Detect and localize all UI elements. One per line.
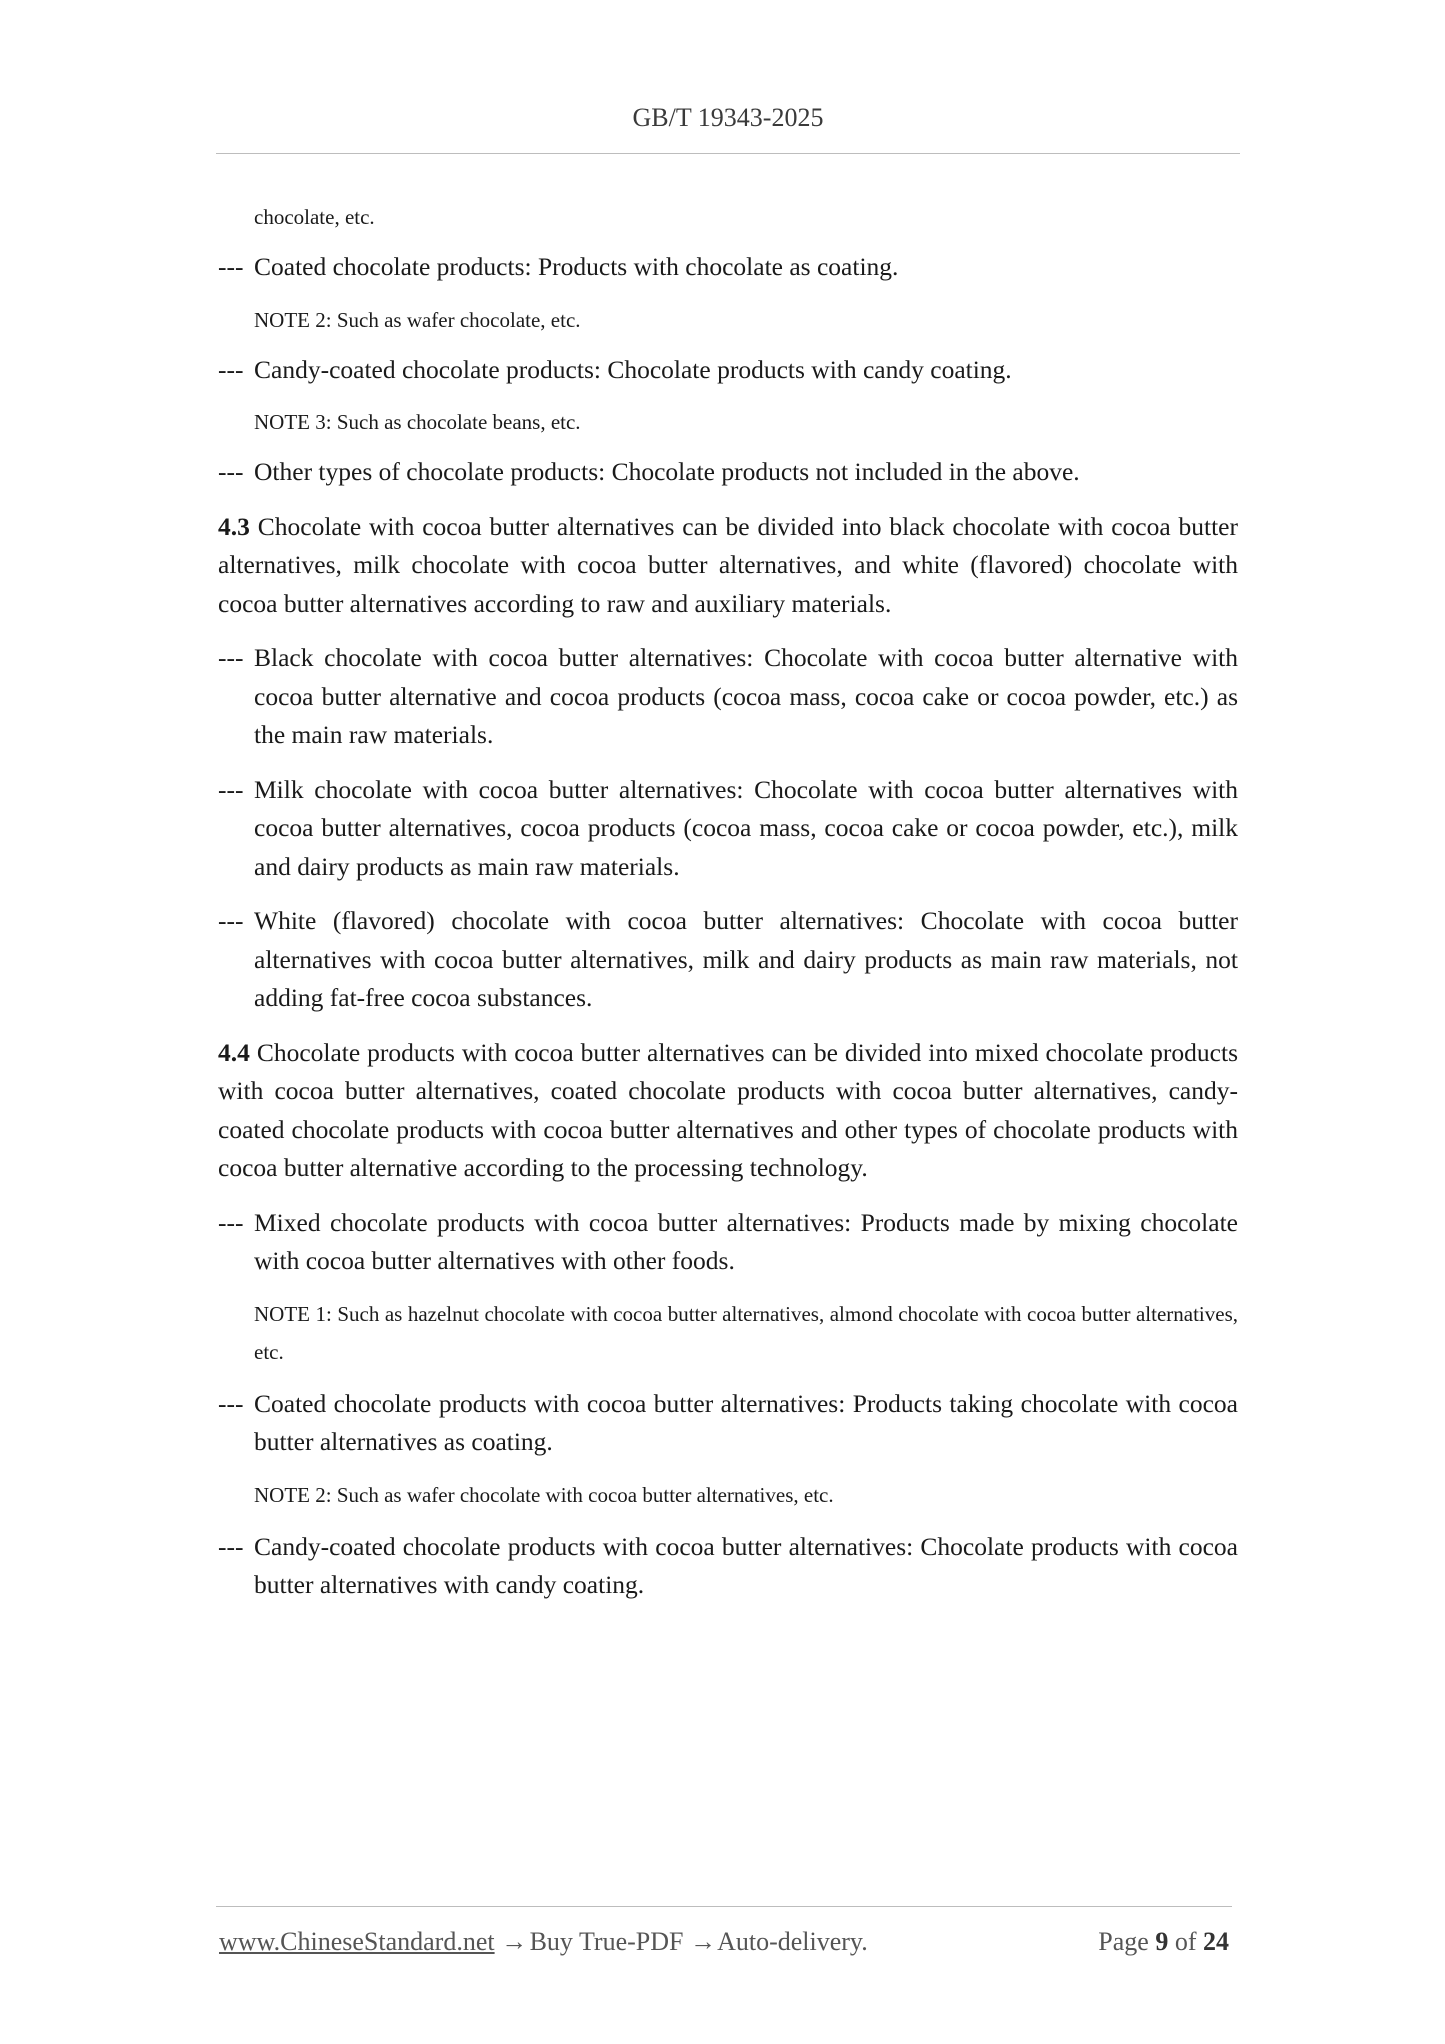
clause-4-3 xyxy=(218,508,1238,624)
note: NOTE 1: Such as hazelnut chocolate with cocoa butter alternatives, almond chocolate with cocoa butter alternatives, etc. xyxy=(254,1301,1238,1364)
list-item-text: White (flavored) chocolate with cocoa butter alternatives: Chocolate with cocoa butter alternatives with cocoa butter alternatives, milk and dairy products as main raw materials, not adding fat-free cocoa substances. xyxy=(254,906,1238,1012)
clause-number: 4.4 xyxy=(218,1037,250,1067)
list-item-text: Candy-coated chocolate products: Chocolate products with candy coating. xyxy=(254,354,1012,384)
list-item xyxy=(218,351,1238,390)
clause-text: Chocolate with cocoa butter alternatives can be divided into black chocolate with cocoa butter alternatives, milk chocolate with cocoa butter alternatives, and white (flavored) chocolate with cocoa butter alternatives according to raw and auxiliary materials. xyxy=(218,511,1238,618)
page-label: Page xyxy=(1098,1927,1149,1956)
list-item-text: Mixed chocolate products with cocoa butter alternatives: Products made by mixing chocolate with cocoa butter alternatives with other foods. xyxy=(254,1207,1238,1275)
list-item xyxy=(218,1385,1238,1462)
document-body xyxy=(218,198,1238,1605)
list-item xyxy=(218,453,1238,492)
standard-number: GB/T 19343-2025 xyxy=(632,103,824,132)
footer-promo xyxy=(219,1927,868,1957)
clause-text: Chocolate products with cocoa butter alternatives can be divided into mixed chocolate products with cocoa butter alternatives, coated chocolate products with cocoa butter alternatives, candy-coated chocolate products with cocoa butter alternatives and other types of chocolate products with cocoa butter alternative according to the processing technology. xyxy=(218,1037,1239,1182)
list-item xyxy=(218,902,1238,1018)
dash-marker: --- xyxy=(218,354,244,384)
dash-marker: --- xyxy=(218,906,244,935)
list-item xyxy=(218,248,1238,287)
footer-divider xyxy=(216,1906,1232,1907)
list-item xyxy=(218,1204,1238,1281)
dash-marker: --- xyxy=(218,1531,244,1561)
list-item xyxy=(218,639,1238,755)
dash-marker: --- xyxy=(218,1207,244,1237)
list-item-text: Coated chocolate products: Products with chocolate as coating. xyxy=(254,252,899,281)
list-item-text: Coated chocolate products with cocoa butter alternatives: Products taking chocolate with cocoa butter alternatives as coating. xyxy=(254,1388,1238,1456)
header-divider xyxy=(216,153,1240,154)
arrow-right-icon: → xyxy=(501,1927,528,1956)
page-header xyxy=(216,103,1240,133)
note: NOTE 2: Such as wafer chocolate with cocoa butter alternatives, etc. xyxy=(254,1482,834,1507)
note: NOTE 3: Such as chocolate beans, etc. xyxy=(254,410,581,434)
arrow-right-icon: → xyxy=(690,1927,716,1956)
delivery-text: Auto-delivery. xyxy=(717,1927,868,1956)
dash-marker: --- xyxy=(218,643,244,672)
dash-marker: --- xyxy=(218,774,244,804)
total-pages: 24 xyxy=(1203,1927,1229,1956)
page-indicator xyxy=(1098,1927,1229,1957)
list-item-text: Milk chocolate with cocoa butter alternatives: Chocolate with cocoa butter alternatives with cocoa butter alternatives, cocoa products (cocoa mass, cocoa cake or cocoa powder, etc.), milk and dairy products as main raw materials. xyxy=(254,774,1238,881)
continuation-text: chocolate, etc. xyxy=(254,205,375,229)
dash-marker: --- xyxy=(218,252,244,281)
of-label: of xyxy=(1174,1927,1197,1956)
list-item xyxy=(218,1528,1238,1605)
website-link[interactable]: www.ChineseStandard.net xyxy=(219,1927,495,1956)
list-item-text: Other types of chocolate products: Chocolate products not included in the above. xyxy=(254,457,1080,486)
list-item-text: Candy-coated chocolate products with cocoa butter alternatives: Chocolate products with cocoa butter alternatives with candy coating. xyxy=(254,1531,1238,1599)
dash-marker: --- xyxy=(218,1388,244,1418)
page-footer xyxy=(219,1927,1229,1963)
dash-marker: --- xyxy=(218,457,244,486)
note: NOTE 2: Such as wafer chocolate, etc. xyxy=(254,307,581,332)
clause-number: 4.3 xyxy=(218,511,250,541)
clause-4-4 xyxy=(218,1034,1238,1188)
page-number: 9 xyxy=(1155,1927,1169,1956)
list-item xyxy=(218,771,1238,887)
buy-text: Buy True-PDF xyxy=(529,1927,684,1956)
list-item-text: Black chocolate with cocoa butter alternatives: Chocolate with cocoa butter alternative with cocoa butter alternative and cocoa products (cocoa mass, cocoa cake or cocoa powder, etc.) as the main raw materials. xyxy=(254,643,1238,749)
